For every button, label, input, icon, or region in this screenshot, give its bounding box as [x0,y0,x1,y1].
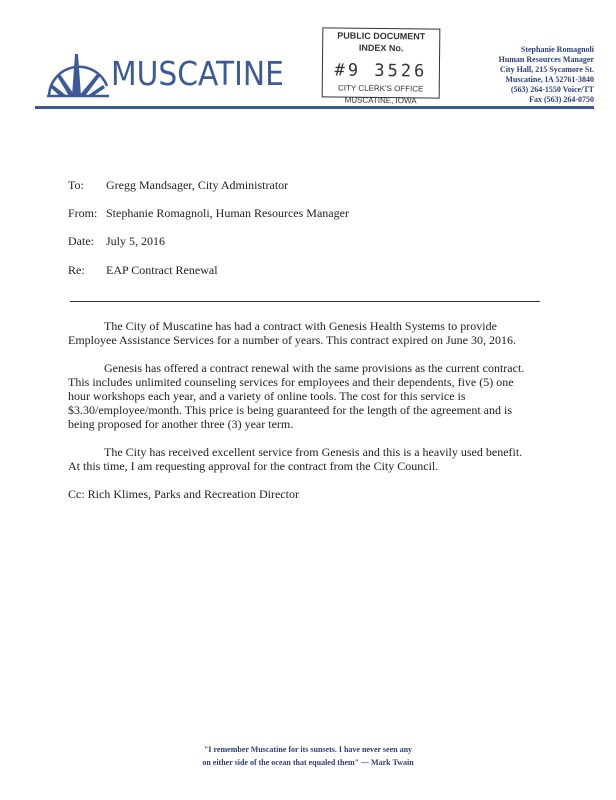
text-line: $3.30/employee/month. This price is being guaranteed for the length of the agreement and is [68,403,512,417]
paragraph-1 [68,319,558,347]
memo-label: Date: [68,234,94,248]
paragraph-3 [68,445,558,473]
address-line: City Hall, 215 Sycamore St. [499,65,594,74]
text-line: hour workshops each year, and a variety of online tools. The cost for this service is [68,389,466,403]
stamp-line: INDEX No. [358,42,404,54]
text-line: At this time, I am requesting approval for the contract from the City Council. [68,459,439,473]
quote-line: "I remember Muscatine for its sunsets. I have never seen any [203,745,413,754]
quote-line: on either side of the ocean that equaled them" — Mark Twain [202,758,414,767]
memo-value: July 5, 2016 [106,234,166,248]
stamp-line: CITY CLERK'S OFFICE [337,83,424,94]
memo-date [68,234,165,249]
stamp-index-number: #9 3526 [334,60,428,82]
memo-value: EAP Contract Renewal [106,263,218,277]
cc-line: Cc: Rich Klimes, Parks and Recreation Director [68,487,299,501]
text-line: This includes unlimited counseling services for employees and their dependents, five (5) one [68,375,514,389]
text-line: Employee Assistance Services for a number of years. This contract expired on June 30, 2016. [68,333,516,347]
logo-text: MUSCATINE [111,54,284,93]
memo-divider [70,301,540,302]
stamp-line: MUSCATINE, IOWA [344,95,417,106]
address-line: (563) 264-1550 Voice/TT [510,85,594,94]
memo-label: To: [68,178,84,192]
header-divider [35,106,594,109]
footer-quote [0,743,616,769]
address-line: Fax (563) 264-0750 [529,95,594,104]
memo-from [68,206,349,221]
address-line: Human Resources Manager [498,55,594,64]
text-line: being proposed for another three (3) year term. [68,417,294,431]
public-document-stamp [322,27,441,106]
memo-value: Gregg Mandsager, City Administrator [106,178,289,192]
memo-label: Re: [68,263,85,277]
stamp-line: PUBLIC DOCUMENT [337,30,426,42]
memo-label: From: [68,206,98,220]
memo-to [68,178,288,193]
address-line: Muscatine, IA 52761-3840 [505,75,594,84]
sender-address [499,45,594,105]
text-line: The City of Muscatine has had a contract with Genesis Health Systems to provide [104,319,497,333]
sunset-logo-icon [45,52,111,98]
text-line: Genesis has offered a contract renewal with the same provisions as the current contract. [104,361,525,375]
memo-value: Stephanie Romagnoli, Human Resources Manager [106,206,349,220]
text-line: The City has received excellent service from Genesis and this is a heavily used benefit. [104,445,523,459]
muscatine-logo [45,52,295,98]
memo-subject [68,263,218,278]
address-line: Stephanie Romagnoli [520,45,594,54]
paragraph-2 [68,361,558,431]
